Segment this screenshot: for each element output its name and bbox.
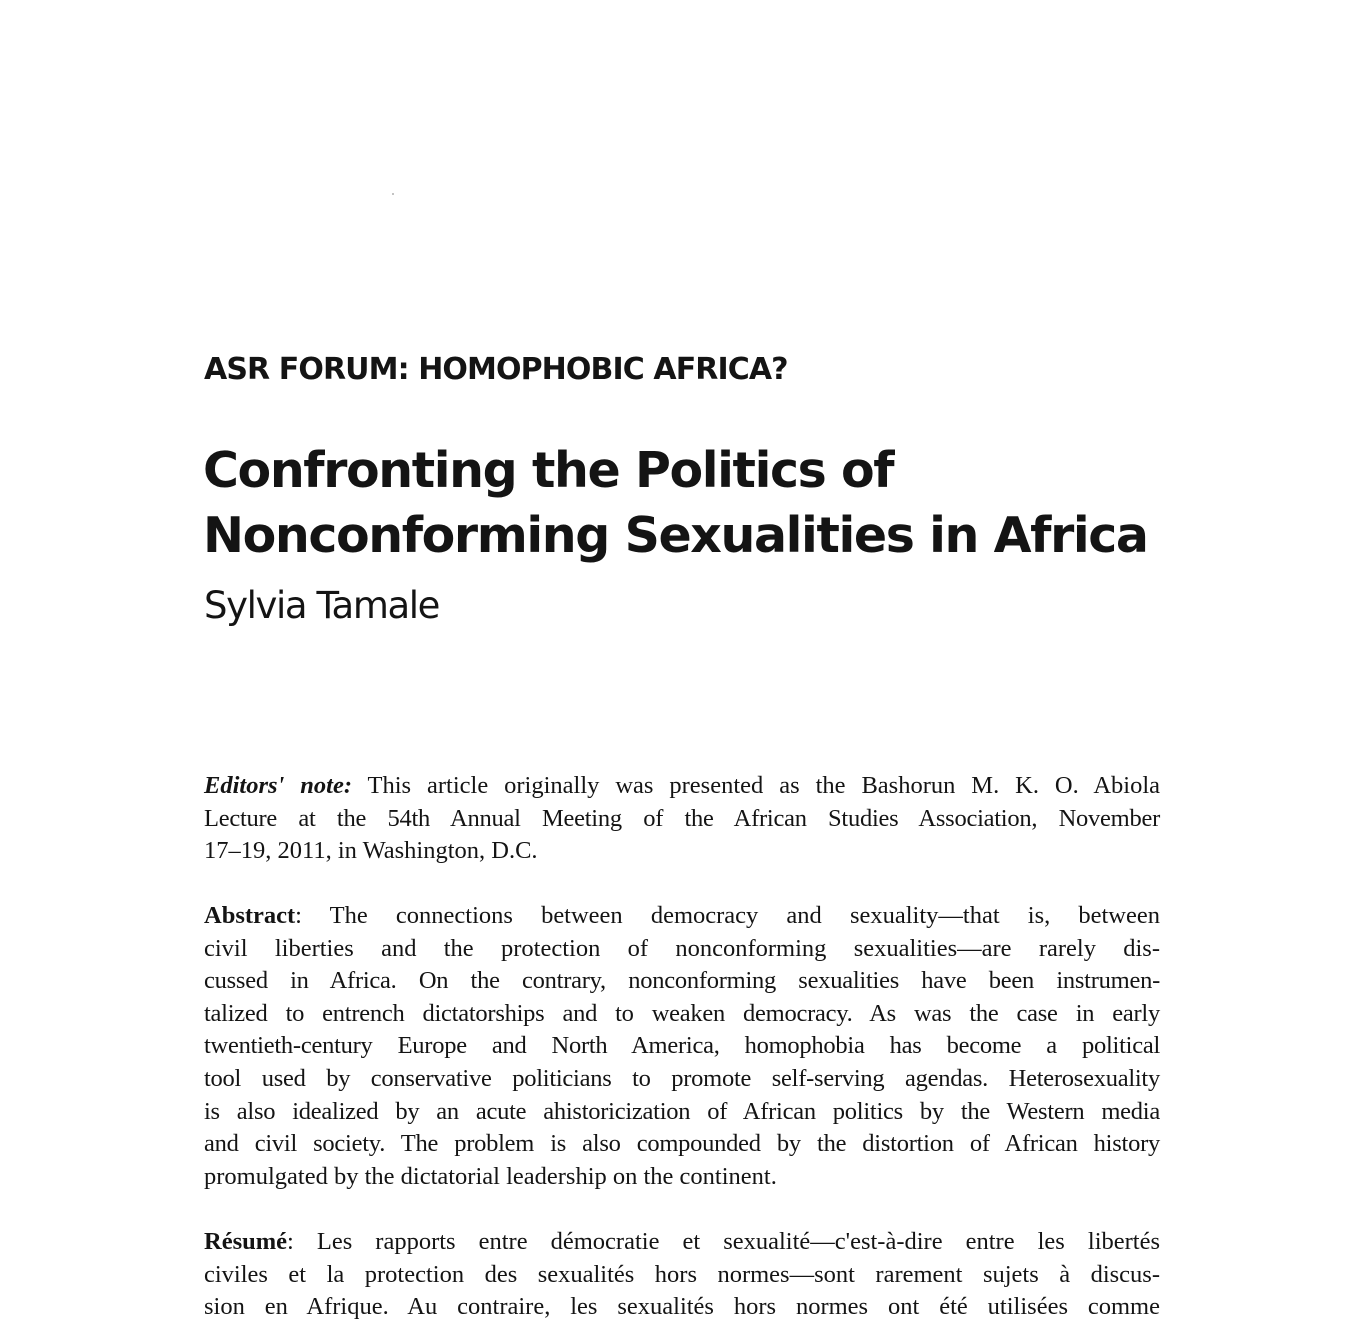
abstract-line-2: civil liberties and the protection of nonconforming sexualities—are rarely dis- <box>204 934 1160 962</box>
abstract-paragraph <box>204 900 1160 1193</box>
resume-line-2: civiles et la protection des sexualités hors normes—sont rarement sujets à discus- <box>204 1260 1160 1288</box>
resume-paragraph <box>204 1226 1160 1320</box>
editors-note <box>204 770 1160 868</box>
abstract-line-1-text: : The connections between democracy and sexuality—that is, between <box>295 902 1160 929</box>
abstract-lead: Abstract <box>204 902 296 929</box>
abstract-line-5: twentieth-century Europe and North America, homophobia has become a political <box>204 1032 1160 1060</box>
abstract-line-6: tool used by conservative politicians to promote self-serving agendas. Heterosexuality <box>204 1064 1160 1092</box>
abstract-line-1 <box>204 900 1160 933</box>
resume-lead: Résumé <box>204 1228 288 1255</box>
editors-note-lead: Editors' note: <box>204 772 352 799</box>
editors-note-line-1-text: This article originally was presented as the Bashorun M. K. O. Abiola <box>352 772 1160 799</box>
forum-section-label: ASR FORUM: HOMOPHOBIC AFRICA? <box>204 352 788 387</box>
article-title <box>203 438 1203 568</box>
editors-note-line-2: Lecture at the 54th Annual Meeting of the African Studies Association, November <box>204 804 1160 832</box>
resume-line-1 <box>204 1226 1160 1259</box>
scan-speck <box>392 193 394 195</box>
abstract-line-3: cussed in Africa. On the contrary, nonconforming sexualities have been instrumen- <box>204 967 1160 995</box>
article-title-line-2: Nonconforming Sexualities in Africa <box>203 507 1148 564</box>
abstract-line-7: is also idealized by an acute ahistoricization of African politics by the Western media <box>204 1097 1160 1125</box>
editors-note-line-1 <box>204 770 1160 803</box>
author-name: Sylvia Tamale <box>204 584 439 627</box>
resume-line-1-text: : Les rapports entre démocratie et sexualité—c'est-à-dire entre les libertés <box>287 1228 1160 1255</box>
article-title-line-1: Confronting the Politics of <box>203 442 894 499</box>
editors-note-line-3: 17–19, 2011, in Washington, D.C. <box>204 837 538 865</box>
abstract-line-4: talized to entrench dictatorships and to weaken democracy. As was the case in early <box>204 999 1160 1027</box>
resume-line-3: sion en Afrique. Au contraire, les sexualités hors normes ont été utilisées comme <box>204 1293 1160 1320</box>
abstract-line-8: and civil society. The problem is also compounded by the distortion of African history <box>204 1130 1160 1158</box>
abstract-line-9: promulgated by the dictatorial leadership on the continent. <box>204 1162 777 1190</box>
